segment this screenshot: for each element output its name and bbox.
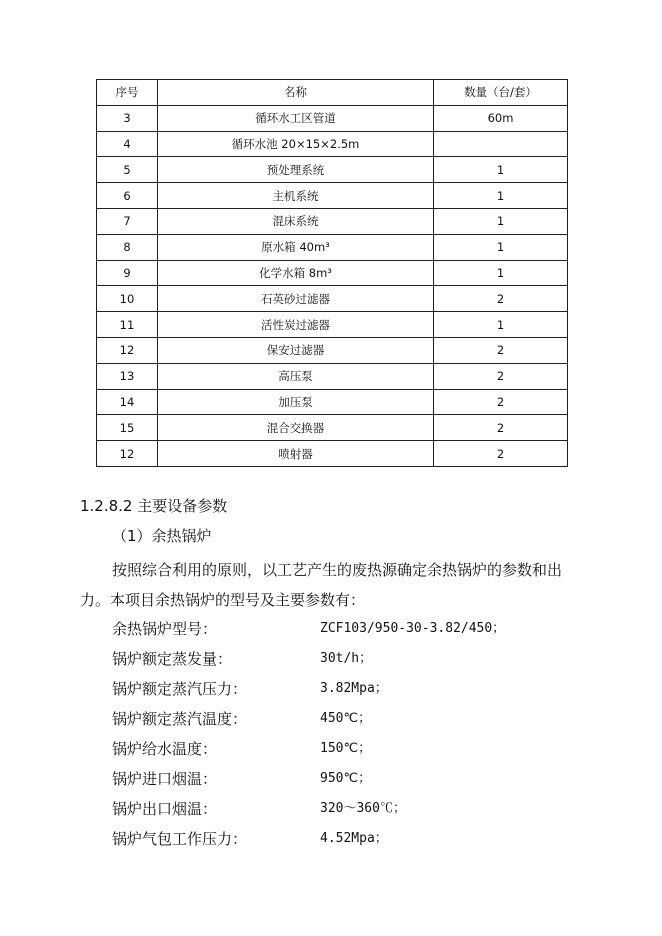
param-label: 锅炉额定蒸汽压力：: [112, 680, 248, 698]
param-row: [112, 764, 582, 794]
param-row: [112, 794, 582, 824]
cell-name: 循环水工区管道: [158, 105, 434, 131]
cell-quantity: 1: [434, 183, 568, 209]
param-label: 锅炉进口烟温：: [112, 770, 218, 788]
cell-name: 活性炭过滤器: [158, 312, 434, 338]
cell-quantity: 1: [434, 157, 568, 183]
param-row: [112, 644, 582, 674]
table-header-row: [97, 80, 568, 106]
cell-serial: 12: [97, 337, 158, 363]
cell-quantity: 2: [434, 337, 568, 363]
param-row: [112, 704, 582, 734]
table-row: [97, 105, 568, 131]
param-value: 950℃；: [320, 771, 372, 786]
param-label: 锅炉额定蒸汽温度：: [112, 710, 248, 728]
table-row: [97, 389, 568, 415]
param-value: 320～360℃；: [320, 801, 406, 816]
cell-quantity: 2: [434, 363, 568, 389]
cell-serial: 6: [97, 183, 158, 209]
param-row: [112, 614, 582, 644]
cell-name: 混床系统: [158, 208, 434, 234]
cell-serial: 12: [97, 441, 158, 467]
cell-quantity: 60m: [434, 105, 568, 131]
param-value: 150℃；: [320, 741, 372, 756]
cell-quantity: 2: [434, 441, 568, 467]
cell-serial: 4: [97, 131, 158, 157]
param-row: [112, 734, 582, 764]
table-row: [97, 208, 568, 234]
table-row: [97, 131, 568, 157]
cell-quantity: 2: [434, 286, 568, 312]
cell-serial: 8: [97, 234, 158, 260]
equipment-table: [96, 79, 568, 467]
header-name: 名称: [158, 80, 434, 106]
section-heading: 1.2.8.2 主要设备参数: [80, 497, 228, 515]
param-value: 3.82Mpa；: [320, 681, 388, 696]
cell-quantity: 1: [434, 234, 568, 260]
cell-name: 石英砂过滤器: [158, 286, 434, 312]
table-row: [97, 157, 568, 183]
cell-serial: 10: [97, 286, 158, 312]
table-row: [97, 234, 568, 260]
param-label: 锅炉给水温度：: [112, 740, 218, 758]
param-value: 450℃；: [320, 711, 372, 726]
cell-name: 化学水箱 8m³: [158, 260, 434, 286]
param-row: [112, 674, 582, 704]
cell-name: 混合交换器: [158, 415, 434, 441]
param-label: 锅炉额定蒸发量：: [112, 650, 233, 668]
cell-serial: 5: [97, 157, 158, 183]
cell-name: 主机系统: [158, 183, 434, 209]
cell-serial: 3: [97, 105, 158, 131]
sub-heading: （1）余热锅炉: [112, 527, 212, 545]
table-row: [97, 441, 568, 467]
cell-serial: 9: [97, 260, 158, 286]
cell-quantity: 2: [434, 389, 568, 415]
table-row: [97, 286, 568, 312]
param-value: 30t/h；: [320, 651, 373, 666]
cell-quantity: 1: [434, 208, 568, 234]
param-label: 余热锅炉型号：: [112, 620, 218, 638]
param-value: 4.52Mpa；: [320, 831, 388, 846]
cell-name: 循环水池 20×15×2.5m: [158, 131, 434, 157]
header-quantity: 数量（台/套）: [434, 80, 568, 106]
table-row: [97, 183, 568, 209]
cell-name: 保安过滤器: [158, 337, 434, 363]
table-row: [97, 260, 568, 286]
cell-quantity: [434, 131, 568, 157]
param-label: 锅炉出口烟温：: [112, 800, 218, 818]
cell-serial: 7: [97, 208, 158, 234]
cell-serial: 14: [97, 389, 158, 415]
cell-quantity: 1: [434, 260, 568, 286]
table-row: [97, 363, 568, 389]
cell-name: 高压泵: [158, 363, 434, 389]
cell-name: 喷射器: [158, 441, 434, 467]
table-row: [97, 312, 568, 338]
intro-paragraph: 按照综合利用的原则，以工艺产生的废热源确定余热锅炉的参数和出力。本项目余热锅炉的型号及主要参数有：: [80, 561, 563, 609]
cell-serial: 11: [97, 312, 158, 338]
cell-name: 原水箱 40m³: [158, 234, 434, 260]
cell-name: 加压泵: [158, 389, 434, 415]
header-serial: 序号: [97, 80, 158, 106]
cell-name: 预处理系统: [158, 157, 434, 183]
cell-quantity: 2: [434, 415, 568, 441]
table-row: [97, 337, 568, 363]
cell-quantity: 1: [434, 312, 568, 338]
cell-serial: 13: [97, 363, 158, 389]
table-row: [97, 415, 568, 441]
param-row: [112, 824, 582, 854]
param-value: ZCF103/950-30-3.82/450；: [320, 621, 506, 636]
cell-serial: 15: [97, 415, 158, 441]
param-label: 锅炉气包工作压力：: [112, 830, 248, 848]
